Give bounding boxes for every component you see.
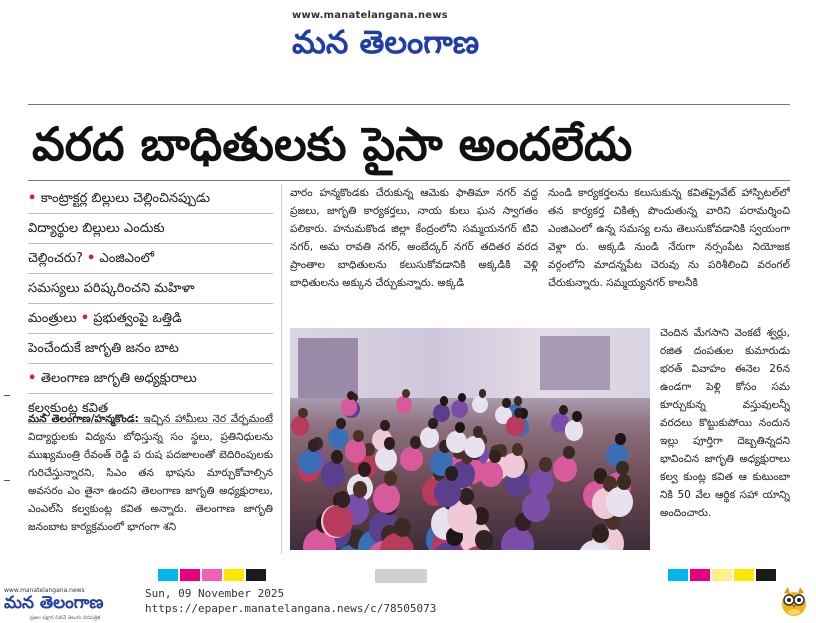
photo-person: [373, 483, 400, 512]
photo-head: [358, 462, 371, 477]
photo-person: [472, 396, 488, 413]
photo-head: [384, 437, 395, 450]
color-swatch: [158, 569, 178, 581]
color-swatch: [180, 569, 200, 581]
color-swatch: [246, 569, 266, 581]
photo-head: [455, 422, 465, 434]
summary-text: విద్యార్థుల బిల్లులు ఎందుకు: [28, 221, 165, 236]
article-text-3: నుండి కార్యకర్తలను కలుసుకున్న కవితప్రైవేట్ హాస్పిటల్‌లో తన కార్యకర్త చికిత్స పొందుతున్న వారిని పరామర్శించి ఎంజిఎంలో ఉన్న సమస్య లను తెలుసుకోవడానికి స్వయంగా వెళ్లా రు. అక్కడి నుండి నేరుగా నర్సంపేట నియోజక వర్గంలోని మాదన్నపేట చెరువు ను పరిశీలించి వరంగల్ చేరుకున్నారు. సమ్మయ్యనగర్ కాలనీకి: [548, 187, 790, 289]
color-swatch: [690, 569, 710, 581]
summary-text: కాంట్రాక్టర్ల బిల్లులు చెల్లించినప్పుడు: [40, 191, 210, 206]
photo-head: [617, 474, 631, 490]
photo-person: [323, 505, 353, 537]
article-text-2: వారం హన్మకొండకు చేరుకున్న ఆమెకు ఫాతిమా నగర్ వద్ద ప్రజలు, జాగృతి కార్యకర్తలు, నాయ కులు ఘన స్వాగతం పలికారు. హనుమకొండ జిల్లా కేంద్రంలోని సమ్మయనగర్ టివి నగర్, అమ రావతి నగర్, అంబేద్కర్ నగర్ తదితర వరద ప్రాంతాల బాధితులను కలుసుకోవడానికి అక్కడికి వెళ్లి బాధితులను అక్కున చేర్చుకున్నారు. అక్కడి: [290, 187, 538, 289]
color-swatch: [734, 569, 754, 581]
photo-person: [501, 527, 534, 550]
photo-head: [458, 393, 466, 402]
photo-person: [375, 447, 397, 471]
summary-line: [28, 244, 273, 274]
article-column-1: [28, 410, 273, 555]
summary-text: తెలంగాణ జాగృతి అధ్యక్షురాలు: [40, 371, 197, 386]
summary-line: [28, 364, 273, 394]
color-swatch: [668, 569, 688, 581]
footer-logo: మన తెలంగాణ: [4, 593, 104, 613]
photo-head: [502, 398, 511, 408]
photo-head: [353, 481, 367, 497]
masthead-title: మన తెలంగాణ: [292, 23, 480, 61]
margin-mark: [4, 480, 10, 481]
article-text-4: చెందిన మేగసాని వెంకటే శ్వర్లు, రజిత దంపతుల కుమారుడు భరత్ వివాహం ఈనెల 26న ఉండగా పెళ్లి కోసం సమ కూర్చుకున్న వస్తువులన్నీ వరదలు కొట్టుకుపోయి నందున ఇల్లు పూర్తిగా దెబ్బతిన్నదని భావించిన జాగృతి అధ్యక్షురాలు కల్వ కుంట్ల కవిత ఆ కుటుంబా నికి 50 వేల ఆర్థిక సహా యాన్ని అందించారు.: [660, 327, 790, 519]
headline-rule: [28, 180, 790, 181]
photo-head: [384, 471, 397, 486]
photo-head: [459, 488, 474, 505]
photo-head: [559, 405, 568, 415]
article-text-1: ఇచ్చిన హామీలు నెర వేర్చమంటే విద్యార్థులకు విద్యను బోధిస్తున్న సం స్థలు, ప్రతినిధులను ముఖ్యమంత్రి రేవంత్ రెడ్డి ప రుష పదజాలంతో బెదిరింపులకు గురిచేస్తున్నారని, సిఎం తన భాషను మార్చుకోవాల్సిన అవసరం ఎం తైనా ఉందని తెలంగాణ జాగృతి అధ్యక్షురాలు, ఎంఎల్‌సి కల్వకుంట్ల కవిత అన్నారు. తెలంగాణ జాగృతి జనంబాట కార్యక్రమంలో భాగంగా శని: [28, 413, 273, 533]
color-swatch: [712, 569, 732, 581]
top-rule: [28, 104, 790, 105]
footer-tagline: ప్రజల పక్షాన నిలిచే తెలుగు దినపత్రిక: [30, 615, 101, 621]
photo-person: [321, 461, 345, 487]
photo-head: [353, 430, 364, 442]
summary-text: పెంచేందుకే జాగృతి జనం బాట: [28, 341, 179, 356]
photo-person: [451, 400, 467, 418]
photo-head: [308, 439, 319, 452]
bullet-icon: •: [28, 371, 41, 386]
headline: వరద బాధితులకు పైసా అందలేదు: [32, 117, 633, 171]
photo-head: [615, 433, 626, 445]
photo-head: [394, 518, 411, 537]
photo-head: [331, 450, 343, 464]
summary-line: [28, 184, 273, 214]
photo-head: [380, 420, 390, 431]
photo-head: [473, 426, 483, 438]
photo-head: [475, 530, 493, 550]
summary-line: [28, 304, 273, 334]
photo-person: [420, 427, 440, 449]
photo-head: [298, 408, 307, 418]
owl-icon[interactable]: [780, 585, 808, 617]
photo-person: [464, 436, 485, 459]
photo-person: [506, 416, 524, 436]
photo-head: [514, 396, 522, 406]
summary-line: [28, 214, 273, 244]
article-column-3: [548, 184, 790, 324]
photo-person: [341, 398, 357, 416]
masthead-url: www.manatelangana.news: [292, 10, 448, 21]
photo-person: [298, 450, 321, 475]
photo-person: [396, 396, 412, 413]
footer: [0, 583, 816, 623]
color-swatches-right: [668, 569, 778, 581]
summary-box: [28, 184, 273, 424]
photo-head: [572, 411, 581, 422]
photo-head: [479, 389, 487, 398]
summary-text: చెల్లించరు? • ఎంజిఎంలో: [28, 251, 155, 266]
photo-head: [616, 461, 629, 476]
photo-head: [336, 418, 346, 429]
photo-board: [540, 336, 610, 390]
photo-person: [434, 478, 460, 507]
color-swatch: [224, 569, 244, 581]
photo-person: [345, 439, 366, 462]
footer-link[interactable]: https://epaper.manatelangana.news/c/78505073: [145, 602, 437, 615]
news-photo: [290, 328, 650, 550]
article-column-4: [660, 324, 790, 556]
photo-head: [440, 396, 448, 406]
summary-text: సమస్యలు పరిష్కరించని మహిళా: [28, 281, 195, 296]
color-swatches-left: [158, 569, 268, 581]
footer-meta: [145, 586, 436, 616]
footer-logo-url: www.manatelangana.news: [4, 587, 85, 594]
photo-head: [428, 418, 438, 429]
margin-mark: [4, 395, 10, 396]
photo-person: [400, 447, 422, 471]
photo-head: [539, 457, 552, 471]
color-swatch: [756, 569, 776, 581]
photo-person: [529, 469, 554, 496]
photo-head: [592, 524, 609, 543]
photo-head: [563, 446, 575, 459]
photo-person: [522, 492, 550, 523]
color-swatch: [202, 569, 222, 581]
masthead: [292, 10, 552, 82]
dateline: మన తెలంగాణ/హన్మకొండ:: [28, 413, 139, 425]
summary-text: మంత్రులు • ప్రభుత్వంపై ఒత్తిడి: [28, 311, 182, 326]
summary-line: [28, 274, 273, 304]
photo-person: [606, 487, 633, 517]
column-divider: [281, 184, 282, 554]
summary-text: కల్వకుంట్ల కవిత: [28, 401, 109, 416]
photo-board: [298, 338, 358, 398]
summary-line: [28, 334, 273, 364]
article-column-2: [290, 184, 538, 324]
photo-person: [291, 416, 309, 436]
photo-head: [512, 443, 524, 456]
photo-person: [565, 420, 584, 441]
footer-date: Sun, 09 November 2025: [145, 587, 285, 600]
page-tab: [375, 569, 427, 583]
photo-person: [553, 456, 577, 482]
bullet-icon: •: [28, 191, 41, 206]
